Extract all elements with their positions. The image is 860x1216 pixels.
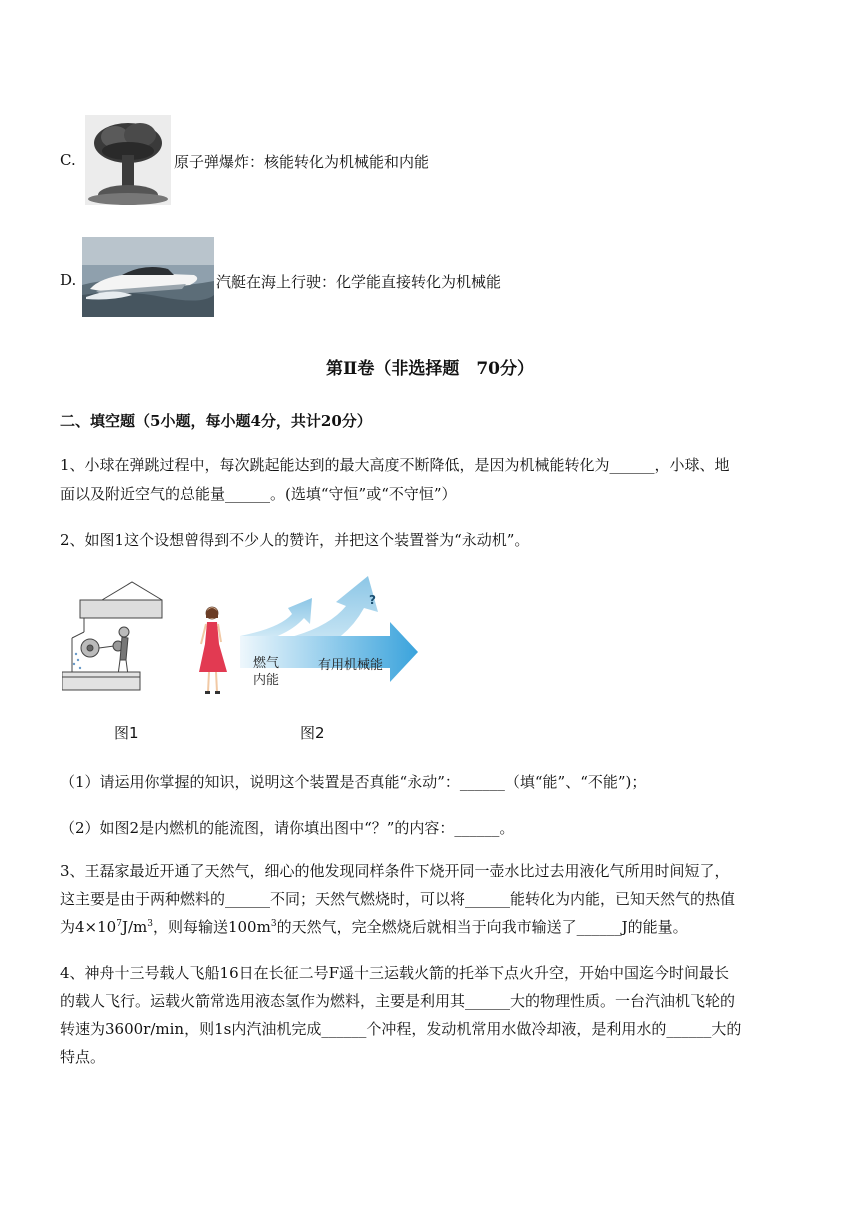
q4-line4: 特点。 bbox=[60, 1048, 106, 1066]
q3-line3-part-d: 的天然气，完全燃烧后就相当于向我市输送了______J的能量。 bbox=[276, 918, 688, 936]
arrow-question-mark: ? bbox=[369, 593, 376, 607]
option-c-letter: C. bbox=[60, 151, 76, 169]
q3-line3-sup1: 7 bbox=[116, 919, 122, 929]
figure-1-label: 图1 bbox=[114, 724, 139, 742]
part-title: 二、填空题（5小题，每小题4分，共计20分） bbox=[60, 412, 372, 430]
girl-illustration bbox=[197, 604, 229, 698]
q3-line1: 3、王磊家最近开通了天然气，细心的他发现同样条件下烧开同一壶水比过去用液化气所用时间短了， bbox=[60, 862, 730, 880]
speedboat-photo bbox=[82, 237, 214, 317]
q3-line3-part-b: J/m bbox=[121, 918, 148, 936]
q4-line3: 转速为3600r/min，则1s内汽油机完成______个冲程，发动机常用水做冷却液，是利用水的______大的 bbox=[60, 1020, 742, 1038]
arrow-input-line2: 内能 bbox=[253, 673, 280, 688]
q4-line1: 4、神舟十三号载人飞船16日在长征二号F遥十三运载火箭的托举下点火升空，开始中国迄今时间最长 bbox=[60, 964, 730, 982]
arrow-input-line1: 燃气 bbox=[253, 656, 280, 671]
q1-line1: 1、小球在弹跳过程中，每次跳起能达到的最大高度不断降低，是因为机械能转化为______，小球、地 bbox=[60, 456, 730, 474]
option-c-text: 原子弹爆炸：核能转化为机械能和内能 bbox=[174, 153, 430, 171]
q2-line1: 2、如图1这个设想曾得到不少人的赞许，并把这个装置誉为“永动机”。 bbox=[60, 531, 530, 549]
mushroom-cloud-photo bbox=[85, 115, 171, 205]
arrow-output-label: 有用机械能 bbox=[318, 658, 384, 673]
q3-line3-sup3: 3 bbox=[270, 919, 277, 929]
figure-2-label: 图2 bbox=[300, 724, 325, 742]
q2-sub2: （2）如图2是内燃机的能流图，请你填出图中“？”的内容：______。 bbox=[60, 819, 515, 837]
q3-line3-part-a: 为4×10 bbox=[60, 918, 117, 936]
q3-line3 bbox=[60, 917, 688, 937]
q4-line2: 的载人飞行。运载火箭常选用液态氢作为燃料，主要是利用其______大的物理性质。一台汽油机飞轮的 bbox=[60, 992, 736, 1010]
q2-sub1: （1）请运用你掌握的知识，说明这个装置是否真能“永动”：______（填“能”、“不能”)； bbox=[60, 773, 647, 791]
perpetual-motion-figure bbox=[62, 580, 177, 705]
q3-line3-part-c: ，则每输送100m bbox=[152, 918, 271, 936]
q1-line2: 面以及附近空气的总能量______。(选填“守恒”或“不守恒”） bbox=[60, 485, 457, 503]
q3-line3-sup2: 3 bbox=[147, 919, 153, 929]
section-title: 第Ⅱ卷（非选择题 70分） bbox=[326, 359, 534, 379]
option-d-text: 汽艇在海上行驶：化学能直接转化为机械能 bbox=[216, 273, 502, 291]
option-d-letter: D. bbox=[60, 271, 77, 289]
q3-line2: 这主要是由于两种燃料的______不同；天然气燃烧时，可以将______能转化为内能，已知天然气的热值 bbox=[60, 890, 736, 908]
